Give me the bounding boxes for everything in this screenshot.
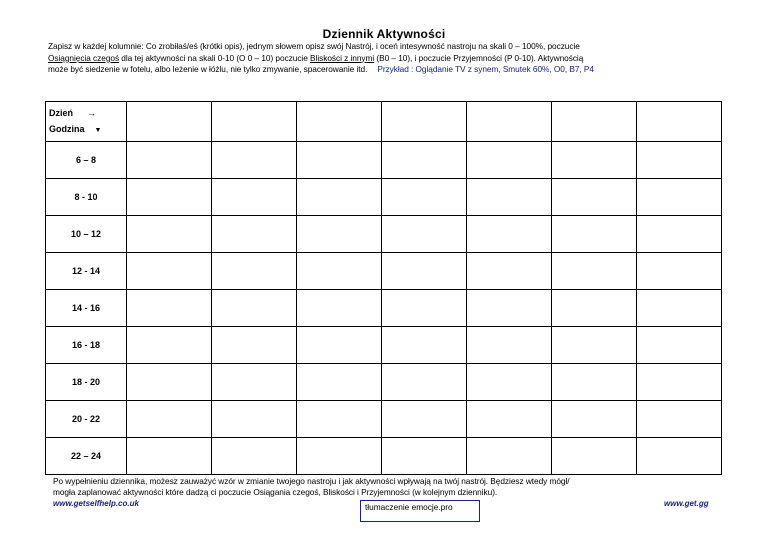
diary-entry-cell[interactable] bbox=[127, 401, 212, 438]
time-slot-row bbox=[46, 142, 722, 179]
diary-entry-cell[interactable] bbox=[212, 142, 297, 179]
page-title: Dziennik Aktywności bbox=[322, 27, 446, 41]
diary-entry-cell[interactable] bbox=[552, 401, 637, 438]
diary-entry-cell[interactable] bbox=[467, 401, 552, 438]
diary-entry-cell[interactable] bbox=[637, 364, 722, 401]
diary-entry-cell[interactable] bbox=[382, 142, 467, 179]
diary-entry-cell[interactable] bbox=[127, 438, 212, 475]
diary-entry-cell[interactable] bbox=[127, 364, 212, 401]
instructions-line-2 bbox=[48, 53, 728, 65]
time-slot-label: 14 - 16 bbox=[46, 290, 127, 327]
time-slot-label: 8 - 10 bbox=[46, 179, 127, 216]
diary-entry-cell[interactable] bbox=[127, 179, 212, 216]
diary-entry-cell[interactable] bbox=[127, 142, 212, 179]
diary-entry-cell[interactable] bbox=[212, 179, 297, 216]
diary-entry-cell[interactable] bbox=[552, 142, 637, 179]
diary-entry-cell[interactable] bbox=[212, 438, 297, 475]
time-slot-label: 12 - 14 bbox=[46, 253, 127, 290]
diary-entry-cell[interactable] bbox=[467, 364, 552, 401]
time-slot-row bbox=[46, 253, 722, 290]
diary-entry-cell[interactable] bbox=[467, 179, 552, 216]
diary-entry-cell[interactable] bbox=[637, 327, 722, 364]
diary-entry-cell[interactable] bbox=[127, 290, 212, 327]
diary-entry-cell[interactable] bbox=[382, 327, 467, 364]
getselfhelp-link[interactable]: www.getselfhelp.co.uk bbox=[53, 499, 139, 508]
diary-entry-cell[interactable] bbox=[297, 290, 382, 327]
diary-entry-cell[interactable] bbox=[552, 179, 637, 216]
footer-line-1: Po wypełnieniu dziennika, możesz zauważyć wzór w zmianie twojego nastroju i jak aktywności wpływają na twój nastrój. Będziesz wtedy mógł/ bbox=[53, 476, 570, 486]
time-slot-label: 10 – 12 bbox=[46, 216, 127, 253]
footer-note bbox=[53, 476, 723, 497]
diary-entry-cell[interactable] bbox=[382, 216, 467, 253]
diary-entry-cell[interactable] bbox=[637, 290, 722, 327]
diary-entry-cell[interactable] bbox=[382, 438, 467, 475]
diary-entry-cell[interactable] bbox=[297, 327, 382, 364]
diary-entry-cell[interactable] bbox=[382, 253, 467, 290]
instructions-line-3-text: może być siedzenie w fotelu, albo leżenie w łóżlu, nie tylko zmywanie, spacerowanie itd. bbox=[48, 64, 368, 74]
diary-entry-cell[interactable] bbox=[552, 327, 637, 364]
time-slot-label: 22 – 24 bbox=[46, 438, 127, 475]
time-slot-label: 6 – 8 bbox=[46, 142, 127, 179]
time-slot-row bbox=[46, 290, 722, 327]
example-text: Przykład : Oglądanie TV z synem, Smutek 60%, O0, B7, P4 bbox=[377, 64, 594, 74]
hour-label: Godzina bbox=[49, 124, 85, 134]
hour-header bbox=[49, 121, 126, 139]
diary-entry-cell[interactable] bbox=[297, 142, 382, 179]
diary-entry-cell[interactable] bbox=[297, 179, 382, 216]
getgg-link[interactable]: www.get.gg bbox=[664, 499, 709, 508]
arrow-right-icon: → bbox=[87, 108, 97, 118]
time-slot-label: 20 - 22 bbox=[46, 401, 127, 438]
diary-entry-cell[interactable] bbox=[637, 142, 722, 179]
time-slot-row bbox=[46, 327, 722, 364]
diary-entry-cell[interactable] bbox=[552, 364, 637, 401]
time-slot-row bbox=[46, 438, 722, 475]
activity-diary-table bbox=[45, 101, 722, 475]
time-slot-row bbox=[46, 401, 722, 438]
diary-entry-cell[interactable] bbox=[297, 364, 382, 401]
instructions bbox=[48, 41, 728, 76]
day-cell[interactable] bbox=[552, 102, 637, 142]
diary-entry-cell[interactable] bbox=[637, 438, 722, 475]
diary-entry-cell[interactable] bbox=[552, 438, 637, 475]
diary-entry-cell[interactable] bbox=[637, 253, 722, 290]
achievement-term: Osiągnięcia czegoś bbox=[48, 52, 120, 63]
time-slot-row bbox=[46, 179, 722, 216]
diary-entry-cell[interactable] bbox=[212, 253, 297, 290]
time-slot-row bbox=[46, 216, 722, 253]
day-cell[interactable] bbox=[382, 102, 467, 142]
diary-entry-cell[interactable] bbox=[212, 364, 297, 401]
diary-entry-cell[interactable] bbox=[382, 290, 467, 327]
closeness-term: Bliskości z innymi bbox=[310, 52, 375, 63]
diary-entry-cell[interactable] bbox=[552, 253, 637, 290]
day-label: Dzień bbox=[49, 108, 74, 118]
arrow-down-icon: ▼ bbox=[94, 127, 102, 134]
diary-entry-cell[interactable] bbox=[297, 401, 382, 438]
translation-credit: tłumaczenie emocje.pro bbox=[360, 500, 480, 522]
day-cell[interactable] bbox=[467, 102, 552, 142]
diary-entry-cell[interactable] bbox=[297, 438, 382, 475]
instructions-line-3 bbox=[48, 64, 728, 76]
day-cell[interactable] bbox=[212, 102, 297, 142]
diary-entry-cell[interactable] bbox=[127, 253, 212, 290]
diary-entry-cell[interactable] bbox=[212, 290, 297, 327]
header-row bbox=[46, 102, 722, 142]
diary-entry-cell[interactable] bbox=[212, 216, 297, 253]
diary-entry-cell[interactable] bbox=[212, 401, 297, 438]
instructions-line-2-end: (B0 – 10), i poczucie Przyjemności (P 0-10). Aktywnością bbox=[374, 52, 584, 63]
diary-entry-cell[interactable] bbox=[382, 179, 467, 216]
diary-entry-cell[interactable] bbox=[637, 179, 722, 216]
instructions-line-1: Zapisz w każdej kolumnie: Co zrobiłaś/eś (krótki opis), jednym słowem opisz swój Nastrój, i oceń intesywność nastroju na skali 0 – 100%, poczucie bbox=[48, 41, 580, 51]
footer-line-2: mogła zaplanować aktywności które dadzą ci poczucie Osiągania czegoś, Bliskości i Przyjemności (w kolejnym dzienniku). bbox=[53, 486, 498, 497]
diary-entry-cell[interactable] bbox=[382, 401, 467, 438]
day-header bbox=[49, 105, 126, 121]
diary-entry-cell[interactable] bbox=[382, 364, 467, 401]
time-slot-label: 16 - 18 bbox=[46, 327, 127, 364]
diary-entry-cell[interactable] bbox=[467, 142, 552, 179]
day-cell[interactable] bbox=[297, 102, 382, 142]
instructions-line-2-mid: dla tej aktywności na skali 0-10 (O 0 – 10) poczucie bbox=[119, 52, 311, 63]
diary-entry-cell[interactable] bbox=[467, 253, 552, 290]
diary-entry-cell[interactable] bbox=[552, 290, 637, 327]
diary-entry-cell[interactable] bbox=[297, 253, 382, 290]
diary-entry-cell[interactable] bbox=[127, 327, 212, 364]
day-cell[interactable] bbox=[127, 102, 212, 142]
corner-cell bbox=[46, 102, 127, 142]
diary-entry-cell[interactable] bbox=[467, 438, 552, 475]
diary-entry-cell[interactable] bbox=[127, 216, 212, 253]
diary-entry-cell[interactable] bbox=[467, 327, 552, 364]
time-slot-row bbox=[46, 364, 722, 401]
diary-entry-cell[interactable] bbox=[467, 290, 552, 327]
time-slot-label: 18 - 20 bbox=[46, 364, 127, 401]
diary-entry-cell[interactable] bbox=[637, 401, 722, 438]
day-cell[interactable] bbox=[637, 102, 722, 142]
diary-entry-cell[interactable] bbox=[297, 216, 382, 253]
diary-entry-cell[interactable] bbox=[212, 327, 297, 364]
diary-entry-cell[interactable] bbox=[637, 216, 722, 253]
diary-entry-cell[interactable] bbox=[467, 216, 552, 253]
diary-entry-cell[interactable] bbox=[552, 216, 637, 253]
